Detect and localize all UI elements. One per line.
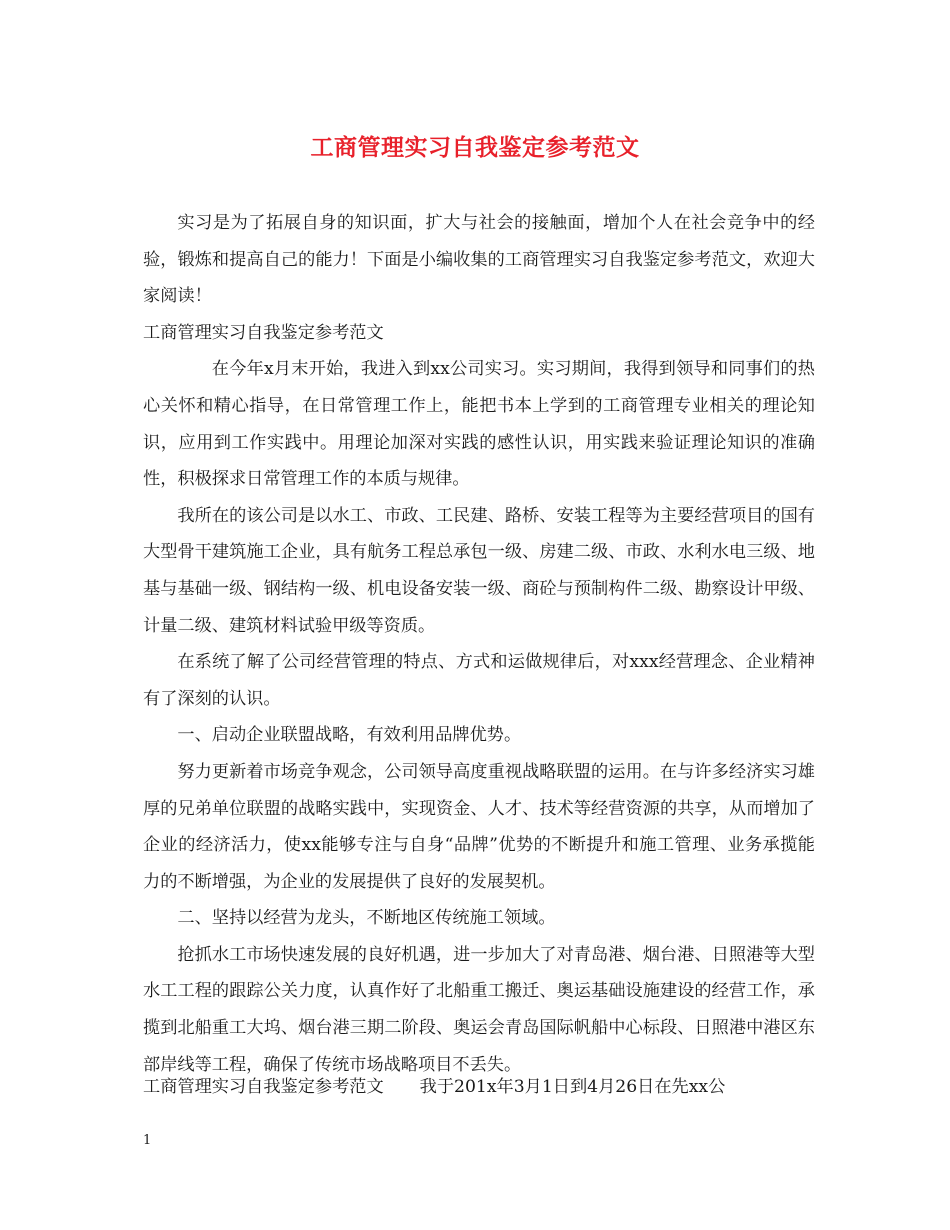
body-paragraph: 抢抓水工市场快速发展的良好机遇，进一步加大了对青岛港、烟台港、日照港等大型水工工程的跟踪公关力度，认真作好了北船重工搬迁、奥运基础设施建设的经营工作，承揽到北船重工大坞、烟台港三期二阶段、奥运会青岛国际帆船中心标段、日照港中港区东部岸线等工程，确保了传统市场战略项目不丢失。 xyxy=(143,944,815,1075)
body-paragraph: 我所在的该公司是以水工、市政、工民建、路桥、安装工程等为主要经营项目的国有大型骨干建筑施工企业，具有航务工程总承包一级、房建二级、市政、水利水电三级、地基与基础一级、钢结构一级、机电设备安装一级、商砼与预制构件二级、勘察设计甲级、计量二级、建筑材料试验甲级等资质。 xyxy=(143,505,815,636)
body-paragraph: 在今年x月末开始，我进入到xx公司实习。实习期间，我得到领导和同事们的热心关怀和精心指导，在日常管理工作上，能把书本上学到的工商管理专业相关的理论知识，应用到工作实践中。用理论加深对实践的感性认识，用实践来验证理论知识的准确性，积极探求日常管理工作的本质与规律。 xyxy=(143,359,815,490)
document-body xyxy=(143,205,815,1083)
subsection-heading: 二、坚持以经营为龙头，不断地区传统施工领域。 xyxy=(177,908,556,929)
body-paragraph: 努力更新着市场竞争观念，公司领导高度重视战略联盟的运用。在与许多经济实习雄厚的兄弟单位联盟的战略实践中，实现资金、人才、技术等经营资源的共享，从而增加了企业的经济活力，使xx能够专注与自身“品牌”优势的不断提升和施工管理、业务承揽能力的不断增强，为企业的发展提供了良好的发展契机。 xyxy=(143,761,815,892)
section-heading: 工商管理实习自我鉴定参考范文 xyxy=(143,1077,384,1097)
continuation-line xyxy=(143,1069,815,1106)
continuation-text: 我于201x年3月1日到4月26日在先xx公 xyxy=(419,1077,726,1097)
page-number: 1 xyxy=(143,1133,152,1148)
section-heading: 工商管理实习自我鉴定参考范文 xyxy=(143,322,384,343)
subsection-heading: 一、启动企业联盟战略，有效利用品牌优势。 xyxy=(177,725,522,746)
body-paragraph: 在系统了解了公司经营管理的特点、方式和运做规律后，对xxx经营理念、企业精神有了深刻的认识。 xyxy=(143,652,815,709)
intro-paragraph: 实习是为了拓展自身的知识面，扩大与社会的接触面，增加个人在社会竞争中的经验，锻炼和提高自己的能力！下面是小编收集的工商管理实习自我鉴定参考范文，欢迎大家阅读！ xyxy=(143,213,815,307)
document-title: 工商管理实习自我鉴定参考范文 xyxy=(310,134,640,161)
